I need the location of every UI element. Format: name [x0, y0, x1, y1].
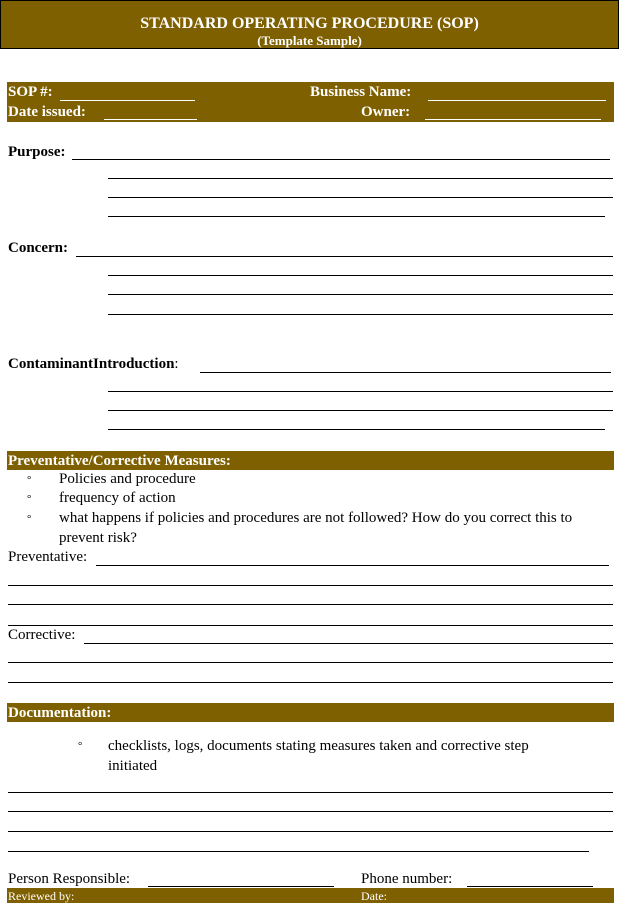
- measures-bullet-1: °: [27, 474, 32, 486]
- corrective-line-2[interactable]: [8, 662, 613, 663]
- document-title: STANDARD OPERATING PROCEDURE (SOP): [140, 15, 479, 32]
- documentation-line-2[interactable]: [8, 811, 613, 812]
- purpose-line-2[interactable]: [108, 178, 613, 179]
- person-responsible-label: Person Responsible:: [8, 871, 131, 887]
- purpose-line-1[interactable]: [72, 159, 610, 160]
- contaminant-label: ContaminantIntroduction: [8, 356, 175, 372]
- review-bar: [7, 888, 614, 903]
- concern-line-1[interactable]: [76, 256, 613, 257]
- contaminant-line-1[interactable]: [200, 372, 611, 373]
- documentation-bullet: °: [78, 740, 83, 752]
- preventative-label: Preventative:: [8, 549, 88, 565]
- preventative-line-3[interactable]: [8, 604, 613, 605]
- document-subtitle: (Template Sample): [257, 33, 362, 48]
- sop-number-field[interactable]: [60, 100, 195, 101]
- corrective-line-3[interactable]: [8, 682, 613, 683]
- documentation-line-4[interactable]: [8, 851, 589, 852]
- measures-item-2: frequency of action: [59, 490, 176, 506]
- review-date-label: Date:: [361, 889, 387, 903]
- documentation-line-1[interactable]: [8, 792, 613, 793]
- concern-label: Concern:: [8, 240, 68, 256]
- owner-label: Owner:: [361, 104, 411, 120]
- concern-line-3[interactable]: [108, 294, 613, 295]
- measures-item-1: Policies and procedure: [59, 471, 196, 487]
- measures-bullet-2: °: [27, 493, 32, 505]
- corrective-label: Corrective:: [8, 627, 76, 643]
- owner-field[interactable]: [425, 119, 601, 120]
- corrective-top-line[interactable]: [8, 625, 613, 626]
- concern-line-4[interactable]: [108, 314, 613, 315]
- preventative-line-1[interactable]: [96, 565, 609, 566]
- contaminant-line-2[interactable]: [108, 391, 613, 392]
- sop-number-label: SOP #:: [8, 84, 53, 100]
- documentation-heading: Documentation:: [8, 705, 112, 721]
- purpose-line-3[interactable]: [108, 197, 613, 198]
- measures-heading: Preventative/Corrective Measures:: [8, 453, 231, 469]
- documentation-line-3[interactable]: [8, 831, 613, 832]
- contaminant-line-4[interactable]: [108, 429, 605, 430]
- preventative-line-2[interactable]: [8, 585, 613, 586]
- contaminant-colon: :: [174, 356, 179, 372]
- date-issued-field[interactable]: [104, 119, 197, 120]
- concern-line-2[interactable]: [108, 275, 613, 276]
- phone-number-label: Phone number:: [361, 871, 453, 887]
- measures-bullet-3: °: [27, 513, 32, 525]
- phone-number-field[interactable]: [467, 886, 593, 887]
- purpose-label: Purpose:: [8, 144, 66, 160]
- person-responsible-field[interactable]: [148, 886, 334, 887]
- business-name-field[interactable]: [428, 100, 606, 101]
- documentation-item: checklists, logs, documents stating measures taken and corrective step initiated: [108, 738, 529, 774]
- reviewed-by-label: Reviewed by:: [8, 889, 75, 903]
- corrective-line-1[interactable]: [84, 643, 613, 644]
- measures-item-3: what happens if policies and procedures are not followed? How do you correct this to prevent risk?: [59, 510, 573, 546]
- business-name-label: Business Name:: [310, 84, 412, 100]
- contaminant-label-group: [8, 356, 179, 372]
- date-issued-label: Date issued:: [8, 104, 86, 120]
- contaminant-line-3[interactable]: [108, 410, 613, 411]
- purpose-line-4[interactable]: [108, 216, 605, 217]
